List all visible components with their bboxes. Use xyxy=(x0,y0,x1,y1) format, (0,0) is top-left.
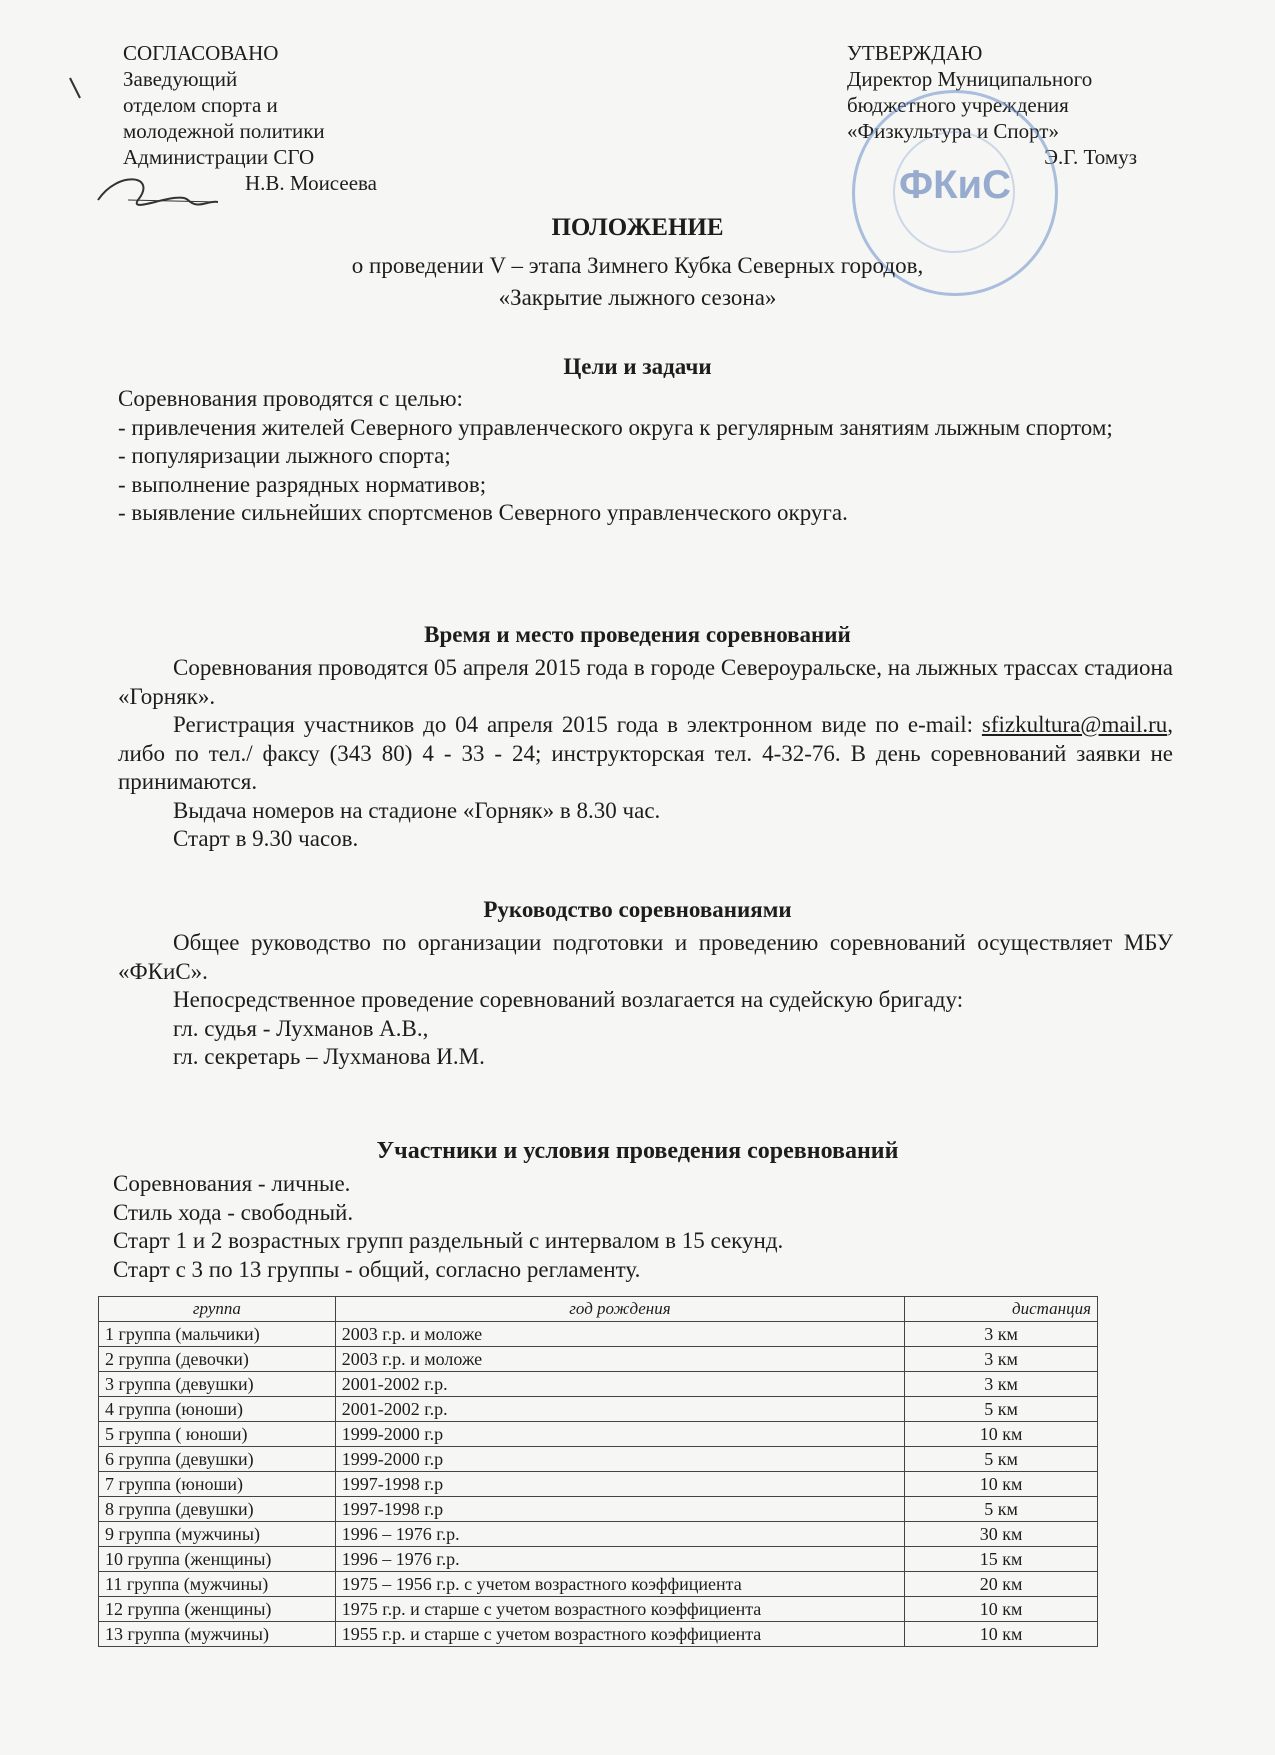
table-row xyxy=(99,1447,1098,1472)
conditions-section xyxy=(113,1170,1173,1284)
table-row xyxy=(99,1422,1098,1447)
approval-left-line: отделом спорта и xyxy=(123,93,278,117)
distance-cell: 5 км xyxy=(905,1397,1098,1422)
birth-year-cell: 2003 г.р. и моложе xyxy=(335,1322,904,1347)
goals-heading: Цели и задачи xyxy=(563,354,712,379)
group-cell: 2 группа (девочки) xyxy=(99,1347,336,1372)
goals-intro: Соревнования проводятся с целью: xyxy=(118,386,463,411)
distance-cell: 5 км xyxy=(905,1497,1098,1522)
management-heading: Руководство соревнованиями xyxy=(483,897,792,922)
time-place-p2-text: , либо по тел./ факсу (343 80) 4 - 33 - 24; инструкторская тел. 4-32-76. В день соревнований заявки не принимаются. xyxy=(118,712,1173,794)
table-header-row xyxy=(99,1297,1098,1322)
group-cell: 10 группа (женщины) xyxy=(99,1547,336,1572)
group-cell: 1 группа (мальчики) xyxy=(99,1322,336,1347)
management-section xyxy=(118,929,1173,1072)
table-header: группа xyxy=(99,1297,336,1322)
birth-year-cell: 1996 – 1976 г.р. xyxy=(335,1522,904,1547)
group-cell: 4 группа (юноши) xyxy=(99,1397,336,1422)
group-cell: 7 группа (юноши) xyxy=(99,1472,336,1497)
table-row xyxy=(99,1397,1098,1422)
signature-left-icon xyxy=(68,50,218,230)
table-header: год рождения xyxy=(335,1297,904,1322)
birth-year-cell: 1975 – 1956 г.р. с учетом возрастного коэффициента xyxy=(335,1572,904,1597)
table-row xyxy=(99,1347,1098,1372)
table-row xyxy=(99,1497,1098,1522)
conditions-line: Старт с 3 по 13 группы - общий, согласно регламенту. xyxy=(113,1256,641,1282)
approval-right-line: Директор Муниципального xyxy=(847,67,1093,91)
birth-year-cell: 2003 г.р. и моложе xyxy=(335,1347,904,1372)
goals-item: - выполнение разрядных нормативов; xyxy=(118,471,487,497)
birth-year-cell: 1999-2000 г.р xyxy=(335,1447,904,1472)
title-line-1: о проведении V – этапа Зимнего Кубка Северных городов, xyxy=(351,253,924,278)
approval-right-signature-name: Э.Г. Томуз xyxy=(1044,145,1137,169)
time-place-p2-text: Регистрация участников до 04 апреля 2015 года в электронном виде по e-mail: xyxy=(173,712,982,737)
birth-year-cell: 2001-2002 г.р. xyxy=(335,1397,904,1422)
distance-cell: 30 км xyxy=(905,1522,1098,1547)
group-cell: 13 группа (мужчины) xyxy=(99,1622,336,1647)
management-p2: Непосредственное проведение соревнований возлагается на судейскую бригаду: xyxy=(173,987,964,1012)
group-cell: 5 группа ( юноши) xyxy=(99,1422,336,1447)
distance-cell: 3 км xyxy=(905,1322,1098,1347)
document-title: ПОЛОЖЕНИЕ xyxy=(551,214,724,241)
approval-left-line: Заведующий xyxy=(123,67,238,91)
approval-left-line: молодежной политики xyxy=(123,119,325,143)
approval-right-line: бюджетного учреждения xyxy=(847,93,1069,117)
distance-cell: 10 км xyxy=(905,1597,1098,1622)
approval-left-signature-name: Н.В. Моисеева xyxy=(245,171,377,195)
management-judge: гл. судья - Лухманов А.В., xyxy=(173,1015,429,1041)
distance-cell: 10 км xyxy=(905,1622,1098,1647)
distance-cell: 10 км xyxy=(905,1422,1098,1447)
distance-cell: 3 км xyxy=(905,1372,1098,1397)
table-row xyxy=(99,1547,1098,1572)
management-p1: Общее руководство по организации подготовки и проведению соревнований осуществляет МБУ «ФКиС». xyxy=(118,930,1173,984)
email-link[interactable]: sfizkultura@mail.ru xyxy=(981,712,1168,737)
distance-cell: 5 км xyxy=(905,1447,1098,1472)
table-row xyxy=(99,1622,1098,1647)
table-row xyxy=(99,1597,1098,1622)
goals-item: - популяризации лыжного спорта; xyxy=(118,443,451,468)
group-cell: 3 группа (девушки) xyxy=(99,1372,336,1397)
conditions-line: Старт 1 и 2 возрастных групп раздельный с интервалом в 15 секунд. xyxy=(113,1228,784,1253)
birth-year-cell: 1997-1998 г.р xyxy=(335,1472,904,1497)
group-cell: 6 группа (девушки) xyxy=(99,1447,336,1472)
table-row xyxy=(99,1322,1098,1347)
approval-right-heading: УТВЕРЖДАЮ xyxy=(847,41,983,65)
distance-cell: 15 км xyxy=(905,1547,1098,1572)
time-place-section xyxy=(118,654,1173,854)
conditions-line: Соревнования - личные. xyxy=(113,1171,351,1196)
groups-table xyxy=(98,1296,1098,1647)
goals-section xyxy=(118,385,1173,528)
table-header: дистанция xyxy=(905,1297,1098,1322)
table-row xyxy=(99,1472,1098,1497)
group-cell: 11 группа (мужчины) xyxy=(99,1572,336,1597)
conditions-line: Стиль хода - свободный. xyxy=(113,1199,354,1225)
table-row xyxy=(99,1522,1098,1547)
birth-year-cell: 1975 г.р. и старше с учетом возрастного коэффициента xyxy=(335,1597,904,1622)
distance-cell: 10 км xyxy=(905,1472,1098,1497)
distance-cell: 20 км xyxy=(905,1572,1098,1597)
birth-year-cell: 1955 г.р. и старше с учетом возрастного коэффициента xyxy=(335,1622,904,1647)
table-row xyxy=(99,1372,1098,1397)
stamp-text: ФКиС xyxy=(898,163,1012,207)
birth-year-cell: 1997-1998 г.р xyxy=(335,1497,904,1522)
time-place-p1: Соревнования проводятся 05 апреля 2015 года в городе Североуральске, на лыжных трассах стадиона «Горняк». xyxy=(118,655,1173,709)
goals-item: - привлечения жителей Северного управленческого округа к регулярным занятиям лыжным спортом; xyxy=(118,414,1113,440)
time-place-p4: Старт в 9.30 часов. xyxy=(173,826,359,851)
time-place-p2 xyxy=(118,711,1173,797)
title-line-2: «Закрытие лыжного сезона» xyxy=(498,285,777,310)
birth-year-cell: 2001-2002 г.р. xyxy=(335,1372,904,1397)
distance-cell: 3 км xyxy=(905,1347,1098,1372)
approval-left-heading: СОГЛАСОВАНО xyxy=(123,41,279,65)
approval-left-line: Администрации СГО xyxy=(123,145,315,169)
group-cell: 9 группа (мужчины) xyxy=(99,1522,336,1547)
approval-right-line: «Физкультура и Спорт» xyxy=(847,119,1059,143)
birth-year-cell: 1999-2000 г.р xyxy=(335,1422,904,1447)
management-secretary: гл. секретарь – Лухманова И.М. xyxy=(173,1044,485,1069)
time-place-p3: Выдача номеров на стадионе «Горняк» в 8.30 час. xyxy=(173,797,661,823)
goals-item: - выявление сильнейших спортсменов Северного управленческого округа. xyxy=(118,500,848,525)
group-cell: 8 группа (девушки) xyxy=(99,1497,336,1522)
group-cell: 12 группа (женщины) xyxy=(99,1597,336,1622)
time-place-heading: Время и место проведения соревнований xyxy=(424,622,851,647)
table-row xyxy=(99,1572,1098,1597)
birth-year-cell: 1996 – 1976 г.р. xyxy=(335,1547,904,1572)
conditions-heading: Участники и условия проведения соревнований xyxy=(376,1138,899,1164)
